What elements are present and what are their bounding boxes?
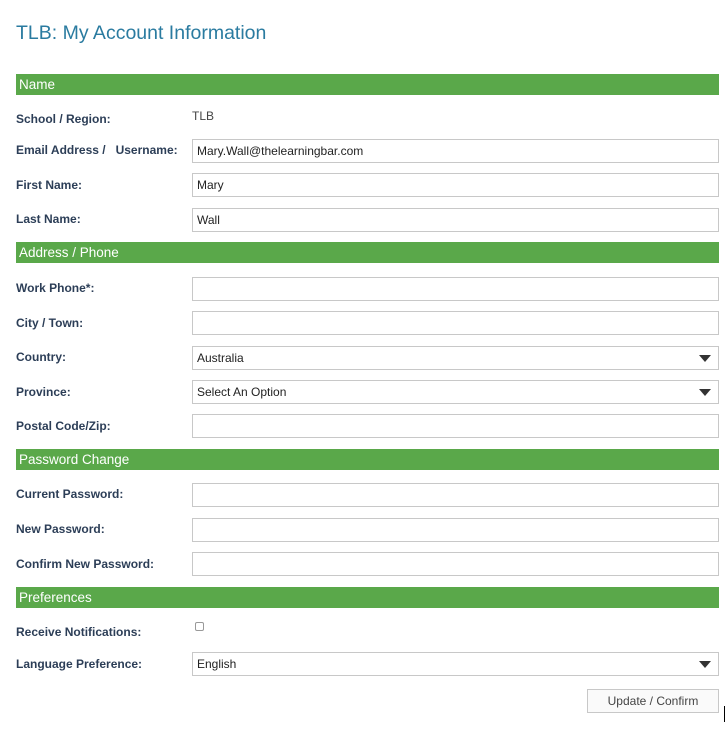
language-select-value: English: [197, 657, 237, 671]
country-label: Country:: [16, 350, 66, 364]
language-select[interactable]: [192, 652, 719, 676]
current-password-field[interactable]: [192, 483, 719, 507]
confirm-password-field[interactable]: [192, 552, 719, 576]
new-password-label: New Password:: [16, 522, 105, 536]
last-name-label: Last Name:: [16, 212, 81, 226]
province-select-value: Select An Option: [197, 385, 287, 399]
notifications-label: Receive Notifications:: [16, 625, 142, 639]
school-region-label: School / Region:: [16, 112, 111, 126]
first-name-field[interactable]: Mary: [192, 173, 719, 197]
work-phone-field[interactable]: [192, 277, 719, 301]
section-header-preferences: Preferences: [16, 587, 719, 608]
province-label: Province:: [16, 385, 71, 399]
current-password-label: Current Password:: [16, 487, 124, 501]
text-cursor: [724, 706, 725, 722]
work-phone-label: Work Phone*:: [16, 281, 95, 295]
page-title: TLB: My Account Information: [16, 22, 267, 44]
section-header-password: Password Change: [16, 449, 719, 470]
email-label: Email Address / Username:: [16, 143, 178, 157]
chevron-down-icon: [699, 389, 711, 396]
first-name-label: First Name:: [16, 178, 83, 192]
chevron-down-icon: [699, 661, 711, 668]
country-select-value: Australia: [197, 351, 244, 365]
confirm-password-label: Confirm New Password:: [16, 557, 155, 571]
notifications-checkbox[interactable]: [195, 622, 204, 631]
city-label: City / Town:: [16, 316, 84, 330]
section-header-address: Address / Phone: [16, 242, 719, 263]
section-header-name: Name: [16, 74, 719, 95]
postal-code-field[interactable]: [192, 414, 719, 438]
province-select[interactable]: [192, 380, 719, 404]
country-select[interactable]: [192, 346, 719, 370]
new-password-field[interactable]: [192, 518, 719, 542]
postal-code-label: Postal Code/Zip:: [16, 419, 111, 433]
chevron-down-icon: [699, 355, 711, 362]
language-label: Language Preference:: [16, 657, 143, 671]
school-region-value: TLB: [192, 109, 215, 123]
last-name-field[interactable]: Wall: [192, 208, 719, 232]
city-field[interactable]: [192, 311, 719, 335]
update-confirm-button[interactable]: Update / Confirm: [587, 689, 719, 713]
email-field[interactable]: Mary.Wall@thelearningbar.com: [192, 139, 719, 163]
